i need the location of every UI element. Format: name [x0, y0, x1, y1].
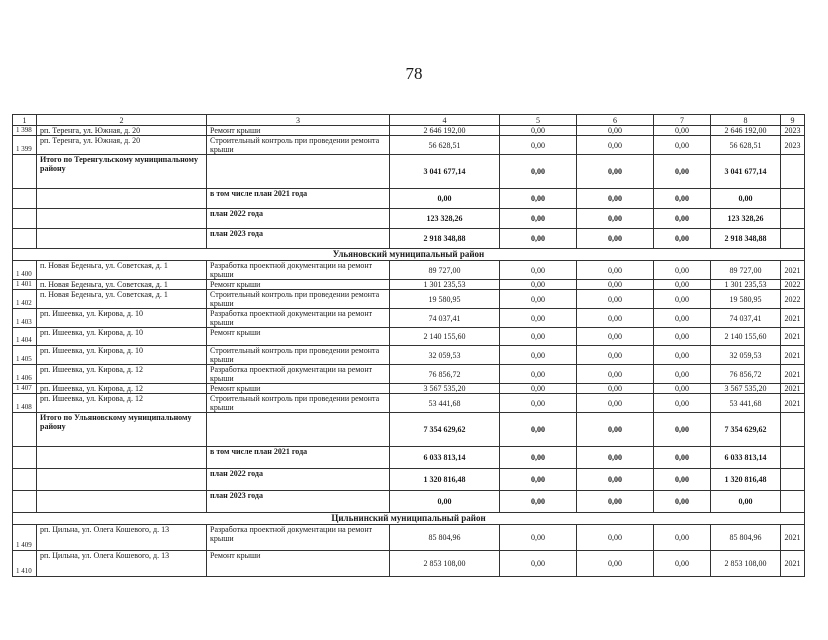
empty-cell	[13, 209, 37, 229]
column-number-header: 7	[654, 115, 711, 126]
amount-cell: 19 580,95	[711, 290, 781, 309]
amount-cell	[781, 155, 805, 189]
amount-cell: 53 441,68	[711, 394, 781, 413]
amount-cell: 6 033 813,14	[711, 447, 781, 469]
address-cell: п. Новая Беденьга, ул. Советская, д. 1	[37, 280, 207, 290]
amount-cell: 0,00	[577, 384, 654, 394]
amount-cell: 56 628,51	[390, 136, 500, 155]
table-row	[13, 328, 805, 346]
amount-cell: 3 567 535,20	[390, 384, 500, 394]
amount-cell: 2 140 155,60	[390, 328, 500, 346]
total-label	[37, 229, 207, 249]
amount-cell: 0,00	[500, 209, 577, 229]
district-section-row	[13, 249, 805, 261]
amount-cell: 0,00	[500, 491, 577, 513]
amount-cell: 0,00	[654, 136, 711, 155]
amount-cell	[781, 447, 805, 469]
amount-cell: 32 059,53	[390, 346, 500, 365]
amount-cell: 0,00	[577, 229, 654, 249]
total-label	[37, 189, 207, 209]
plan-label: в том числе план 2021 года	[207, 447, 390, 469]
column-number-header: 2	[37, 115, 207, 126]
plan-label: план 2023 года	[207, 229, 390, 249]
address-cell: рп. Ишеевка, ул. Кирова, д. 12	[37, 384, 207, 394]
amount-cell: 74 037,41	[711, 309, 781, 328]
amount-cell: 0,00	[390, 491, 500, 513]
table-row	[13, 365, 805, 384]
work-type-cell: Разработка проектной документации на ремонт крыши	[207, 365, 390, 384]
column-number-header: 8	[711, 115, 781, 126]
plan-label: план 2022 года	[207, 209, 390, 229]
row-number: 1 399	[13, 136, 37, 155]
plan-year-row	[13, 491, 805, 513]
amount-cell: 85 804,96	[711, 525, 781, 551]
amount-cell: 3 567 535,20	[711, 384, 781, 394]
amount-cell: 1 320 816,48	[390, 469, 500, 491]
row-number: 1 400	[13, 261, 37, 280]
amount-cell: 123 328,26	[390, 209, 500, 229]
plan-year-row	[13, 209, 805, 229]
amount-cell: 0,00	[577, 413, 654, 447]
amount-cell: 0,00	[654, 447, 711, 469]
empty-cell	[13, 155, 37, 189]
amount-cell: 3 041 677,14	[711, 155, 781, 189]
amount-cell: 0,00	[500, 413, 577, 447]
row-number: 1 407	[13, 384, 37, 394]
column-number-header: 6	[577, 115, 654, 126]
amount-cell: 0,00	[500, 261, 577, 280]
empty-cell	[13, 469, 37, 491]
amount-cell: 1 320 816,48	[711, 469, 781, 491]
total-label	[37, 447, 207, 469]
work-type-cell: Разработка проектной документации на ремонт крыши	[207, 261, 390, 280]
year-cell: 2021	[781, 309, 805, 328]
table-row	[13, 384, 805, 394]
row-number: 1 409	[13, 525, 37, 551]
table-row	[13, 551, 805, 577]
amount-cell: 74 037,41	[390, 309, 500, 328]
amount-cell	[781, 189, 805, 209]
address-cell: п. Новая Беденьга, ул. Советская, д. 1	[37, 261, 207, 280]
total-label	[37, 491, 207, 513]
amount-cell	[781, 469, 805, 491]
year-cell: 2021	[781, 346, 805, 365]
address-cell: рп. Теренга, ул. Южная, д. 20	[37, 126, 207, 136]
amount-cell: 0,00	[577, 309, 654, 328]
address-cell: рп. Ишеевка, ул. Кирова, д. 12	[37, 394, 207, 413]
amount-cell: 0,00	[654, 229, 711, 249]
column-number-header: 4	[390, 115, 500, 126]
work-type-cell: Строительный контроль при проведении ремонта крыши	[207, 136, 390, 155]
plan-label: план 2022 года	[207, 469, 390, 491]
amount-cell: 0,00	[577, 261, 654, 280]
repair-plan-table	[12, 114, 805, 577]
empty-cell	[13, 413, 37, 447]
amount-cell: 0,00	[654, 189, 711, 209]
amount-cell: 0,00	[711, 189, 781, 209]
work-type-cell: Ремонт крыши	[207, 280, 390, 290]
column-number-header: 5	[500, 115, 577, 126]
year-cell: 2021	[781, 261, 805, 280]
column-number-header: 1	[13, 115, 37, 126]
amount-cell: 0,00	[577, 551, 654, 577]
amount-cell: 0,00	[577, 447, 654, 469]
total-label: Итого по Ульяновскому муниципальному району	[37, 413, 207, 447]
amount-cell: 0,00	[500, 280, 577, 290]
amount-cell: 0,00	[500, 155, 577, 189]
work-type-cell: Строительный контроль при проведении ремонта крыши	[207, 290, 390, 309]
amount-cell: 0,00	[654, 525, 711, 551]
plan-label	[207, 413, 390, 447]
amount-cell: 0,00	[654, 469, 711, 491]
work-type-cell: Строительный контроль при проведении ремонта крыши	[207, 346, 390, 365]
amount-cell: 0,00	[654, 261, 711, 280]
work-type-cell: Ремонт крыши	[207, 126, 390, 136]
amount-cell: 0,00	[711, 491, 781, 513]
year-cell: 2023	[781, 126, 805, 136]
amount-cell: 19 580,95	[390, 290, 500, 309]
year-cell: 2023	[781, 136, 805, 155]
year-cell: 2022	[781, 290, 805, 309]
amount-cell: 32 059,53	[711, 346, 781, 365]
amount-cell: 0,00	[577, 126, 654, 136]
plan-label	[207, 155, 390, 189]
work-type-cell: Строительный контроль при проведении ремонта крыши	[207, 394, 390, 413]
table-row	[13, 136, 805, 155]
amount-cell: 2 646 192,00	[711, 126, 781, 136]
work-type-cell: Разработка проектной документации на ремонт крыши	[207, 525, 390, 551]
amount-cell: 0,00	[500, 328, 577, 346]
page-number: 78	[405, 64, 423, 83]
row-number: 1 403	[13, 309, 37, 328]
amount-cell: 0,00	[500, 309, 577, 328]
amount-cell: 2 853 108,00	[390, 551, 500, 577]
amount-cell: 56 628,51	[711, 136, 781, 155]
amount-cell	[781, 413, 805, 447]
amount-cell: 7 354 629,62	[390, 413, 500, 447]
district-total-row	[13, 155, 805, 189]
amount-cell: 0,00	[577, 394, 654, 413]
work-type-cell: Ремонт крыши	[207, 384, 390, 394]
year-cell: 2021	[781, 384, 805, 394]
address-cell: рп. Цильна, ул. Олега Кошевого, д. 13	[37, 551, 207, 577]
amount-cell: 6 033 813,14	[390, 447, 500, 469]
amount-cell: 1 301 235,53	[711, 280, 781, 290]
amount-cell: 0,00	[654, 394, 711, 413]
amount-cell: 0,00	[500, 384, 577, 394]
amount-cell: 85 804,96	[390, 525, 500, 551]
table-header-row	[13, 115, 805, 126]
amount-cell: 0,00	[654, 290, 711, 309]
amount-cell: 2 918 348,88	[390, 229, 500, 249]
total-label	[37, 469, 207, 491]
address-cell: рп. Теренга, ул. Южная, д. 20	[37, 136, 207, 155]
amount-cell: 3 041 677,14	[390, 155, 500, 189]
amount-cell: 0,00	[577, 136, 654, 155]
empty-cell	[13, 189, 37, 209]
year-cell: 2021	[781, 551, 805, 577]
plan-label: в том числе план 2021 года	[207, 189, 390, 209]
total-label: Итого по Теренгульскому муниципальному району	[37, 155, 207, 189]
district-title: Ульяновский муниципальный район	[13, 249, 805, 261]
row-number: 1 408	[13, 394, 37, 413]
amount-cell: 0,00	[500, 394, 577, 413]
plan-year-row	[13, 189, 805, 209]
district-title: Цильнинский муниципальный район	[13, 513, 805, 525]
amount-cell: 0,00	[654, 384, 711, 394]
table-row	[13, 309, 805, 328]
amount-cell: 0,00	[577, 189, 654, 209]
work-type-cell: Ремонт крыши	[207, 551, 390, 577]
amount-cell: 0,00	[654, 155, 711, 189]
table-row	[13, 126, 805, 136]
amount-cell: 0,00	[577, 491, 654, 513]
amount-cell	[781, 491, 805, 513]
address-cell: п. Новая Беденьга, ул. Советская, д. 1	[37, 290, 207, 309]
work-type-cell: Разработка проектной документации на ремонт крыши	[207, 309, 390, 328]
table-row	[13, 290, 805, 309]
column-number-header: 3	[207, 115, 390, 126]
total-label	[37, 209, 207, 229]
amount-cell: 0,00	[654, 309, 711, 328]
amount-cell: 0,00	[654, 280, 711, 290]
row-number: 1 404	[13, 328, 37, 346]
amount-cell: 0,00	[577, 346, 654, 365]
amount-cell	[781, 209, 805, 229]
amount-cell: 2 646 192,00	[390, 126, 500, 136]
amount-cell: 0,00	[654, 209, 711, 229]
empty-cell	[13, 229, 37, 249]
amount-cell: 2 918 348,88	[711, 229, 781, 249]
row-number: 1 402	[13, 290, 37, 309]
amount-cell: 0,00	[654, 491, 711, 513]
row-number: 1 401	[13, 280, 37, 290]
amount-cell: 0,00	[654, 346, 711, 365]
amount-cell: 0,00	[500, 189, 577, 209]
amount-cell: 0,00	[390, 189, 500, 209]
address-cell: рп. Ишеевка, ул. Кирова, д. 10	[37, 346, 207, 365]
amount-cell: 0,00	[654, 413, 711, 447]
amount-cell: 89 727,00	[390, 261, 500, 280]
amount-cell: 0,00	[654, 328, 711, 346]
district-section-row	[13, 513, 805, 525]
address-cell: рп. Цильна, ул. Олега Кошевого, д. 13	[37, 525, 207, 551]
amount-cell: 0,00	[500, 346, 577, 365]
amount-cell: 0,00	[577, 155, 654, 189]
plan-year-row	[13, 229, 805, 249]
table-row	[13, 261, 805, 280]
amount-cell: 0,00	[500, 136, 577, 155]
amount-cell: 0,00	[577, 328, 654, 346]
address-cell: рп. Ишеевка, ул. Кирова, д. 12	[37, 365, 207, 384]
work-type-cell: Ремонт крыши	[207, 328, 390, 346]
amount-cell: 0,00	[500, 229, 577, 249]
amount-cell: 0,00	[500, 447, 577, 469]
plan-label: план 2023 года	[207, 491, 390, 513]
address-cell: рп. Ишеевка, ул. Кирова, д. 10	[37, 309, 207, 328]
year-cell: 2021	[781, 394, 805, 413]
district-total-row	[13, 413, 805, 447]
amount-cell: 7 354 629,62	[711, 413, 781, 447]
amount-cell: 0,00	[500, 551, 577, 577]
amount-cell: 0,00	[500, 126, 577, 136]
plan-year-row	[13, 447, 805, 469]
year-cell: 2021	[781, 525, 805, 551]
year-cell: 2021	[781, 328, 805, 346]
table-row	[13, 394, 805, 413]
column-number-header: 9	[781, 115, 805, 126]
year-cell: 2022	[781, 280, 805, 290]
amount-cell: 1 301 235,53	[390, 280, 500, 290]
empty-cell	[13, 447, 37, 469]
amount-cell: 76 856,72	[711, 365, 781, 384]
amount-cell: 0,00	[654, 126, 711, 136]
amount-cell: 0,00	[577, 290, 654, 309]
row-number: 1 398	[13, 126, 37, 136]
amount-cell: 76 856,72	[390, 365, 500, 384]
amount-cell: 2 853 108,00	[711, 551, 781, 577]
empty-cell	[13, 491, 37, 513]
amount-cell: 0,00	[577, 365, 654, 384]
amount-cell	[781, 229, 805, 249]
amount-cell: 0,00	[654, 551, 711, 577]
amount-cell: 123 328,26	[711, 209, 781, 229]
amount-cell: 0,00	[577, 280, 654, 290]
amount-cell: 0,00	[577, 469, 654, 491]
row-number: 1 406	[13, 365, 37, 384]
amount-cell: 0,00	[577, 209, 654, 229]
amount-cell: 0,00	[577, 525, 654, 551]
amount-cell: 0,00	[654, 365, 711, 384]
table-row	[13, 280, 805, 290]
address-cell: рп. Ишеевка, ул. Кирова, д. 10	[37, 328, 207, 346]
year-cell: 2021	[781, 365, 805, 384]
table-row	[13, 346, 805, 365]
row-number: 1 405	[13, 346, 37, 365]
amount-cell: 89 727,00	[711, 261, 781, 280]
table-row	[13, 525, 805, 551]
amount-cell: 53 441,68	[390, 394, 500, 413]
amount-cell: 2 140 155,60	[711, 328, 781, 346]
amount-cell: 0,00	[500, 290, 577, 309]
amount-cell: 0,00	[500, 525, 577, 551]
amount-cell: 0,00	[500, 365, 577, 384]
plan-year-row	[13, 469, 805, 491]
amount-cell: 0,00	[500, 469, 577, 491]
row-number: 1 410	[13, 551, 37, 577]
